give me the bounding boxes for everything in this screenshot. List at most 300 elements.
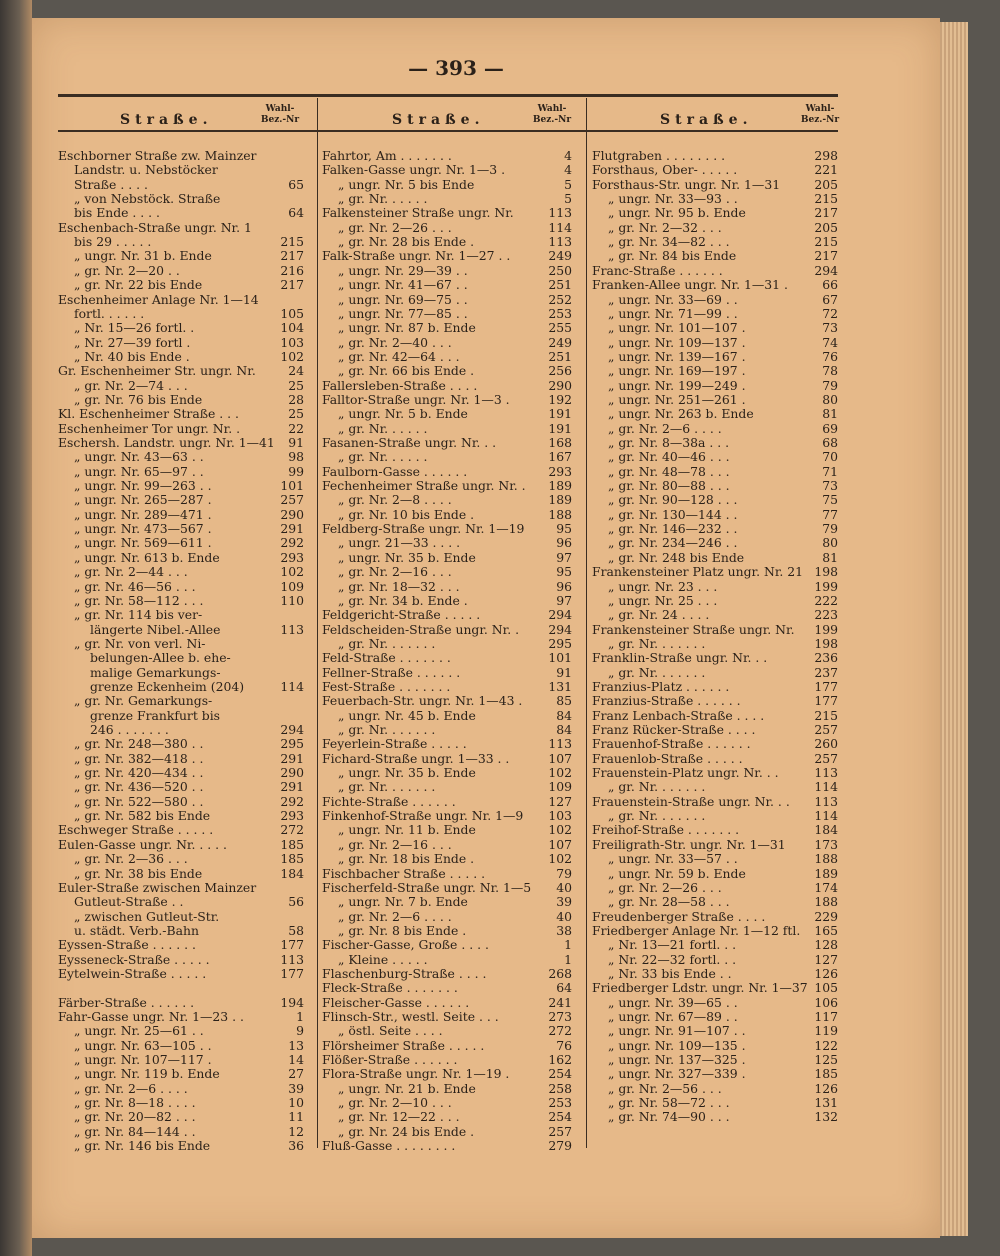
street-name: Frauenstein-Platz ungr. Nr. . . [592, 765, 779, 781]
street-name: „ ungr. Nr. 67—89 . . [608, 1009, 738, 1024]
street-name: „ ungr. Nr. 289—471 . [74, 506, 212, 522]
street-name: Freiligrath-Str. ungr. Nr. 1—31 [592, 836, 786, 852]
directory-entry [322, 435, 572, 450]
district-number: 272 [280, 822, 304, 838]
directory-entry [322, 851, 572, 866]
street-name: „ ungr. Nr. 59 b. Ende [608, 865, 746, 881]
directory-entry [58, 837, 304, 852]
directory-entry [592, 636, 838, 651]
street-name: Fichte-Straße . . . . . . [322, 793, 456, 809]
district-number: 251 [548, 277, 572, 293]
directory-entry [322, 535, 572, 550]
street-name: bis Ende . . . . [74, 205, 160, 221]
district-number: 257 [814, 722, 838, 737]
directory-entry [592, 866, 838, 881]
directory-entry [592, 995, 838, 1010]
street-name: Fahr-Gasse ungr. Nr. 1—23 . . [58, 1009, 244, 1024]
district-number: 215 [814, 234, 838, 250]
district-number: 236 [814, 650, 838, 666]
street-name: „ gr. Nr. 24 bis Ende . [338, 1123, 475, 1139]
district-number: 114 [280, 678, 304, 694]
directory-entry [58, 406, 304, 421]
directory-entry [322, 1138, 572, 1153]
district-number: 80 [822, 391, 838, 407]
directory-entry [322, 177, 572, 192]
street-name: „ gr. Nr. 2—6 . . . . [338, 908, 452, 924]
district-number: 290 [280, 765, 304, 781]
street-name: „ ungr. Nr. 31 b. Ende [74, 248, 212, 264]
directory-entry [322, 550, 572, 565]
directory-entry [592, 607, 838, 622]
street-name: Falk-Straße ungr. Nr. 1—27 . . [322, 248, 511, 264]
street-name: „ ungr. Nr. 109—137 . [608, 334, 746, 350]
street-name: „ gr. Nr. 2—36 . . . [74, 851, 188, 867]
directory-entry [322, 234, 572, 249]
street-name: Finkenhof-Straße ungr. Nr. 1—9 [322, 808, 524, 824]
street-name: Frauenhof-Straße . . . . . . [592, 736, 751, 752]
directory-entry [592, 765, 838, 780]
street-name: Falltor-Straße ungr. Nr. 1—3 . [322, 391, 510, 407]
street-name: „ Nr. 22—32 fortl. . . [608, 951, 737, 967]
street-name: Feldscheiden-Straße ungr. Nr. . [322, 621, 520, 637]
street-name: Flaschenburg-Straße . . . . [322, 965, 487, 981]
directory-entry [58, 693, 304, 708]
street-name: „ ungr. Nr. 263 b. Ende [608, 406, 754, 422]
directory-entry [322, 980, 572, 995]
directory-entry [592, 736, 838, 751]
district-number: 199 [814, 621, 838, 637]
street-name: „ ungr. Nr. 65—97 . . [74, 463, 204, 479]
district-number: 95 [556, 564, 572, 580]
street-name: „ gr. Nr. 18 bis Ende . [338, 851, 475, 867]
street-name: Fluß-Gasse . . . . . . . . [322, 1138, 456, 1154]
street-name: „ zwischen Gutleut-Str. [74, 908, 220, 924]
district-number: 191 [548, 406, 572, 422]
directory-entry [322, 636, 572, 651]
district-number: 168 [548, 435, 572, 450]
directory-entry [322, 679, 572, 694]
directory-entry [592, 449, 838, 464]
street-name: „ gr. Nr. 420—434 . . [74, 765, 204, 781]
district-number: 81 [822, 406, 838, 422]
street-name: Freihof-Straße . . . . . . . [592, 822, 740, 838]
street-name: Fallersleben-Straße . . . . [322, 377, 478, 393]
street-name: Feldberg-Straße ungr. Nr. 1—19 [322, 521, 525, 537]
district-number: 189 [814, 865, 838, 881]
street-name: „ gr. Nr. 28—58 . . . [608, 894, 730, 910]
directory-entry [58, 679, 304, 694]
district-number: 113 [814, 765, 838, 781]
directory-entry [322, 1109, 572, 1124]
street-name: „ gr. Nr. 2—16 . . . [338, 564, 452, 580]
directory-entry [58, 822, 304, 837]
district-number: 257 [814, 750, 838, 766]
directory-entry [322, 306, 572, 321]
directory-entry [58, 851, 304, 866]
district-number: 103 [280, 334, 304, 350]
district-number: 11 [288, 1109, 304, 1125]
directory-entry [592, 392, 838, 407]
directory-entry [58, 909, 304, 924]
street-name: „ gr. Nr. 48—78 . . . [608, 463, 730, 479]
district-number: 250 [548, 262, 572, 278]
directory-entry [322, 937, 572, 952]
directory-entry [592, 464, 838, 479]
district-number: 290 [280, 506, 304, 522]
directory-entry [592, 579, 838, 594]
directory-entry [58, 937, 304, 952]
street-name: „ gr. Nr. 42—64 . . . [338, 348, 460, 364]
street-name: „ gr. Nr. 2—6 . . . . [74, 1080, 188, 1096]
street-name: Feuerbach-Str. ungr. Nr. 1—43 . [322, 693, 523, 709]
directory-entry [58, 177, 304, 192]
district-number: 102 [280, 564, 304, 580]
directory-entry [592, 880, 838, 895]
directory-entry [592, 406, 838, 421]
district-number: 188 [548, 506, 572, 522]
directory-entry [322, 478, 572, 493]
district-number: 84 [556, 707, 572, 723]
street-name: „ ungr. Nr. 95 b. Ende [608, 205, 746, 221]
directory-entry [58, 1109, 304, 1124]
directory-entry [592, 435, 838, 450]
directory-entry [322, 263, 572, 278]
district-number: 217 [814, 248, 838, 264]
street-name: Fellner-Straße . . . . . . [322, 664, 461, 680]
district-number: 162 [548, 1052, 572, 1068]
district-number: 12 [288, 1123, 304, 1139]
district-number: 56 [288, 894, 304, 910]
district-number: 9 [296, 1023, 304, 1039]
district-number: 291 [280, 779, 304, 795]
directory-entry [592, 177, 838, 192]
street-name: „ gr. Nr. 130—144 . . [608, 506, 738, 522]
district-number: 113 [280, 951, 304, 967]
street-name: „ gr. Nr. 10 bis Ende . [338, 506, 475, 522]
directory-entry [58, 894, 304, 909]
directory-entry [592, 909, 838, 924]
directory-entry [592, 205, 838, 220]
street-name: „ ungr. Nr. 43—63 . . [74, 449, 204, 465]
district-number: 290 [548, 377, 572, 393]
street-name: „ ungr. Nr. 33—57 . . [608, 851, 738, 867]
district-number: 273 [548, 1009, 572, 1024]
directory-entry [592, 378, 838, 393]
district-number: 75 [822, 492, 838, 508]
directory-entry [592, 894, 838, 909]
directory-entry [322, 335, 572, 350]
district-number: 96 [556, 535, 572, 551]
street-name: Eschenheimer Anlage Nr. 1—14 [58, 291, 259, 307]
street-name: „ ungr. Nr. 69—75 . . [338, 291, 468, 307]
directory-entry [58, 292, 304, 307]
street-name: „ gr. Nr. 2—44 . . . [74, 564, 188, 580]
district-number: 293 [548, 463, 572, 479]
district-number: 113 [280, 621, 304, 637]
street-name: „ ungr. Nr. 99—263 . . [74, 478, 212, 494]
district-number: 119 [814, 1023, 838, 1039]
column-header-district-3: Wahl- Bez.-Nr [800, 104, 840, 125]
district-number: 40 [556, 908, 572, 924]
street-name: Eschweger Straße . . . . . [58, 822, 214, 838]
directory-entry [592, 1066, 838, 1081]
directory-entry [322, 1023, 572, 1038]
directory-entry [322, 1052, 572, 1067]
page-stack-edge [940, 22, 968, 1236]
book-spine-shadow [0, 0, 32, 1256]
district-number: 39 [556, 894, 572, 910]
district-number: 27 [288, 1066, 304, 1082]
district-number: 298 [814, 148, 838, 163]
street-name: Fleischer-Gasse . . . . . . [322, 994, 470, 1010]
directory-entry [322, 564, 572, 579]
directory-entry [322, 248, 572, 263]
street-name: „ gr. Nr. 80—88 . . . [608, 478, 730, 494]
street-name: „ ungr. Nr. 109—135 . [608, 1037, 746, 1053]
street-name: „ gr. Nr. von verl. Ni- [74, 635, 206, 651]
directory-entry [322, 765, 572, 780]
district-number: 216 [280, 262, 304, 278]
street-name: „ gr. Nr. 66 bis Ende . [338, 363, 475, 379]
street-name: „ gr. Nr. 2—8 . . . . [338, 492, 452, 508]
directory-entry [322, 406, 572, 421]
directory-entry [322, 923, 572, 938]
street-name: „ gr. Nr. . . . . . . [338, 779, 436, 795]
directory-entry [592, 1009, 838, 1024]
directory-entry [322, 665, 572, 680]
street-name: Straße . . . . [74, 176, 148, 192]
district-number: 64 [288, 205, 304, 221]
street-name: „ ungr. Nr. 5 bis Ende [338, 176, 475, 192]
street-name: „ Nr. 40 bis Ende . [74, 348, 190, 364]
street-name: „ gr. Nr. Gemarkungs- [74, 693, 213, 709]
district-number: 249 [548, 334, 572, 350]
directory-entry [592, 363, 838, 378]
street-name: „ ungr. Nr. 169—197 . [608, 363, 746, 379]
street-name: „ gr. Nr. 84 bis Ende [608, 248, 737, 264]
directory-entry [322, 808, 572, 823]
directory-entry [322, 952, 572, 967]
district-number: 252 [548, 291, 572, 307]
directory-entry [58, 1052, 304, 1067]
district-number: 102 [280, 348, 304, 364]
directory-entry [58, 607, 304, 622]
directory-entry [322, 1081, 572, 1096]
street-name: „ ungr. Nr. 199—249 . [608, 377, 746, 393]
district-number: 132 [814, 1109, 838, 1125]
directory-entry [322, 1066, 572, 1081]
directory-entry [592, 550, 838, 565]
directory-entry [592, 335, 838, 350]
directory-entry [322, 162, 572, 177]
directory-entry [322, 277, 572, 292]
district-number: 107 [548, 836, 572, 852]
district-number: 71 [822, 463, 838, 479]
district-number: 66 [822, 277, 838, 293]
district-number: 294 [280, 722, 304, 737]
street-name: malige Gemarkungs- [90, 664, 221, 680]
directory-entry [58, 722, 304, 737]
district-number: 109 [280, 578, 304, 594]
street-name: bis 29 . . . . . [74, 234, 152, 250]
district-number: 122 [814, 1037, 838, 1053]
street-name: Franc-Straße . . . . . . [592, 262, 723, 278]
street-name: Forsthaus-Str. ungr. Nr. 1—31 [592, 176, 781, 192]
street-name: Flörsheimer Straße . . . . . [322, 1037, 485, 1053]
street-name: Fasanen-Straße ungr. Nr. . . [322, 435, 497, 450]
street-name: „ Nr. 33 bis Ende . . [608, 965, 732, 981]
district-number: 256 [548, 363, 572, 379]
street-name: „ gr. Nr. . . . . . [338, 420, 428, 436]
street-name: „ ungr. Nr. 25—61 . . [74, 1023, 204, 1039]
street-name: „ gr. Nr. . . . . . . [608, 664, 706, 680]
street-name: „ gr. Nr. . . . . . . [338, 635, 436, 651]
directory-entry [592, 679, 838, 694]
street-name: „ gr. Nr. 2—6 . . . . [608, 420, 722, 436]
directory-entry [592, 277, 838, 292]
directory-entry [592, 292, 838, 307]
directory-entry [592, 808, 838, 823]
directory-entry [58, 665, 304, 680]
street-name: Fischer-Gasse, Große . . . . [322, 937, 489, 953]
district-number: 106 [814, 994, 838, 1010]
street-name: Fahrtor, Am . . . . . . . [322, 148, 452, 163]
street-name: „ ungr. Nr. 25 . . . [608, 592, 718, 608]
street-name: „ gr. Nr. 382—418 . . [74, 750, 204, 766]
directory-entry [592, 162, 838, 177]
street-name: Flutgraben . . . . . . . . [592, 148, 726, 163]
street-name: „ ungr. Nr. 39—65 . . [608, 994, 738, 1010]
street-name: „ gr. Nr. 34—82 . . . [608, 234, 730, 250]
directory-entry [322, 736, 572, 751]
district-number: 39 [288, 1080, 304, 1096]
directory-entry [58, 320, 304, 335]
directory-entry [58, 1081, 304, 1096]
district-number: 114 [814, 779, 838, 795]
district-number: 104 [280, 320, 304, 336]
directory-entry [592, 722, 838, 737]
street-name: „ von Nebstöck. Straße [74, 191, 221, 207]
street-name: „ ungr. Nr. 71—99 . . [608, 305, 738, 321]
district-number: 215 [280, 234, 304, 250]
street-name: „ ungr. Nr. 7 b. Ende [338, 894, 468, 910]
directory-entry [322, 579, 572, 594]
district-number: 76 [822, 348, 838, 364]
district-number: 103 [548, 808, 572, 824]
directory-entry [322, 995, 572, 1010]
street-name: Forsthaus, Ober- . . . . . [592, 162, 738, 178]
district-number: 107 [548, 750, 572, 766]
district-number: 188 [814, 851, 838, 867]
street-name: „ gr. Nr. . . . . . . [338, 722, 436, 737]
district-number: 185 [814, 1066, 838, 1082]
street-name: „ gr. Nr. . . . . . [338, 191, 428, 207]
directory-entry [58, 492, 304, 507]
district-number: 78 [822, 363, 838, 379]
street-name: „ gr. Nr. 76 bis Ende [74, 391, 203, 407]
directory-entry [58, 808, 304, 823]
street-name: „ ungr. Nr. 569—611 . [74, 535, 212, 551]
district-number: 198 [814, 564, 838, 580]
district-number: 79 [556, 865, 572, 881]
directory-entry [322, 751, 572, 766]
directory-entry [58, 708, 304, 723]
directory-entry [322, 507, 572, 522]
district-number: 14 [288, 1052, 304, 1068]
district-number: 76 [556, 1037, 572, 1053]
district-number: 279 [548, 1138, 572, 1154]
street-name: „ ungr. Nr. 327—339 . [608, 1066, 746, 1082]
street-name: Frauenstein-Straße ungr. Nr. . . [592, 793, 790, 809]
street-name: „ gr. Nr. 58—112 . . . [74, 592, 204, 608]
district-number: 110 [280, 592, 304, 608]
directory-entry [592, 1023, 838, 1038]
street-name: „ gr. Nr. . . . . . [338, 449, 428, 465]
district-number: 188 [814, 894, 838, 910]
directory-entry [322, 392, 572, 407]
street-name: „ ungr. Nr. 137—325 . [608, 1052, 746, 1068]
district-number: 73 [822, 478, 838, 494]
street-name: „ ungr. Nr. 33—69 . . [608, 291, 738, 307]
street-name: „ ungr. Nr. 91—107 . . [608, 1023, 746, 1039]
street-name: „ gr. Nr. 34 b. Ende . [338, 592, 468, 608]
directory-entry [322, 449, 572, 464]
district-number: 101 [548, 650, 572, 666]
street-name: 246 . . . . . . . [90, 722, 169, 737]
directory-entry [592, 1081, 838, 1096]
district-number: 294 [548, 607, 572, 623]
street-name: „ ungr. 21—33 . . . . [338, 535, 461, 551]
district-number: 105 [814, 980, 838, 996]
district-number: 72 [822, 305, 838, 321]
street-name: „ gr. Nr. 90—128 . . . [608, 492, 738, 508]
district-number: 68 [822, 435, 838, 450]
street-name: „ gr. Nr. 2—26 . . . [338, 219, 452, 235]
directory-entry [322, 363, 572, 378]
district-number: 117 [814, 1009, 838, 1024]
district-number: 113 [548, 205, 572, 221]
district-number: 249 [548, 248, 572, 264]
directory-entry [58, 564, 304, 579]
directory-entry [322, 822, 572, 837]
directory-entry [322, 1095, 572, 1110]
directory-entry [58, 794, 304, 809]
street-name: grenze Frankfurt bis [90, 707, 221, 723]
district-number: 125 [814, 1052, 838, 1068]
street-name: „ ungr. Nr. 613 b. Ende [74, 549, 220, 565]
street-name: „ ungr. Nr. 119 b. Ende [74, 1066, 220, 1082]
street-name: „ ungr. Nr. 265—287 . [74, 492, 212, 508]
street-name: Frankensteiner Platz ungr. Nr. 21 [592, 564, 804, 580]
street-name: Gutleut-Straße . . [74, 894, 184, 910]
street-name: Flößer-Straße . . . . . . [322, 1052, 458, 1068]
district-number: 221 [814, 162, 838, 178]
street-name: „ gr. Nr. 58—72 . . . [608, 1095, 730, 1111]
directory-entry [58, 1038, 304, 1053]
street-name: „ gr. Nr. . . . . . . [608, 635, 706, 651]
district-number: 199 [814, 578, 838, 594]
district-number: 67 [822, 291, 838, 307]
district-number: 102 [548, 822, 572, 838]
street-name: „ gr. Nr. 2—20 . . [74, 262, 180, 278]
street-name: „ ungr. Nr. 33—93 . . [608, 191, 738, 207]
directory-entry [322, 220, 572, 235]
district-number: 177 [280, 937, 304, 953]
header-rule-top [58, 94, 838, 97]
column-header-street-1: Straße. [120, 112, 213, 128]
directory-entry [592, 622, 838, 637]
district-number: 217 [814, 205, 838, 221]
